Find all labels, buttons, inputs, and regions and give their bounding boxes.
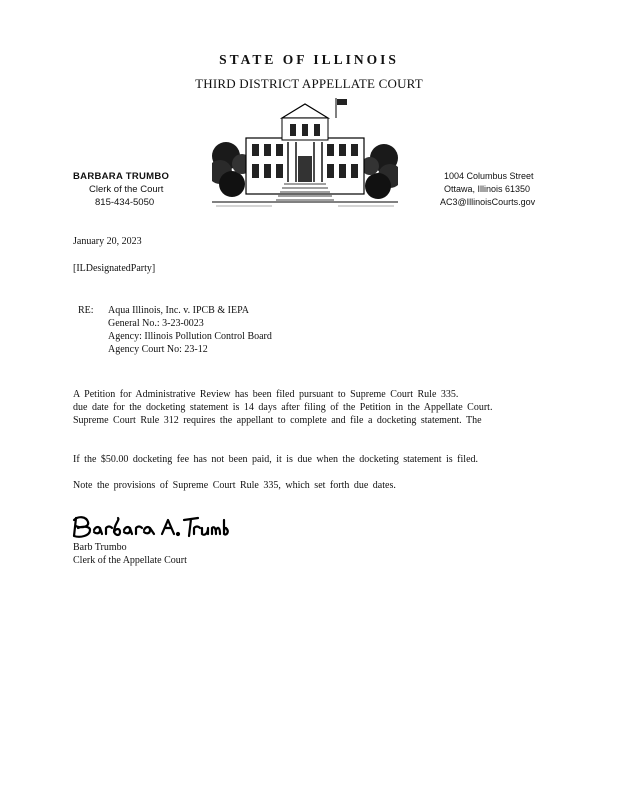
- paragraph-petition: [73, 388, 492, 427]
- paragraph-line: due date for the docketing statement is 14 days after filing of the Petition in the Appellate Court.: [73, 402, 493, 413]
- signer-title: Clerk of the Appellate Court: [73, 555, 187, 566]
- re-agency-number: Agency Court No: 23-12: [108, 344, 208, 355]
- paragraph-fee: If the $50.00 docketing fee has not been paid, it is due when the docketing statement is filed.: [73, 454, 479, 465]
- courthouse-illustration: [212, 98, 398, 215]
- re-label: RE:: [78, 305, 94, 316]
- signer-block: [73, 541, 187, 567]
- clerk-info: [73, 170, 169, 209]
- re-general-number: General No.: 3-23-0023: [108, 318, 204, 329]
- re-agency: Agency: Illinois Pollution Control Board: [108, 331, 272, 342]
- address-city: Ottawa, Illinois 61350: [444, 184, 531, 194]
- address-street: 1004 Columbus Street: [444, 171, 534, 181]
- re-block: [108, 304, 272, 356]
- paragraph-line: A Petition for Administrative Review has been filed pursuant to Supreme Court Rule 335.: [73, 389, 459, 400]
- clerk-phone: 815-434-5050: [95, 197, 155, 208]
- court-address: [440, 170, 535, 209]
- letter-date: January 20, 2023: [73, 236, 142, 247]
- letterhead-state: STATE OF ILLINOIS: [219, 52, 399, 67]
- clerk-title: Clerk of the Court: [89, 184, 164, 195]
- recipient: [ILDesignatedParty]: [73, 263, 156, 274]
- signer-name: Barb Trumbo: [73, 542, 127, 553]
- re-case: Aqua Illinois, Inc. v. IPCB & IEPA: [108, 305, 249, 316]
- letterhead-court: THIRD DISTRICT APPELLATE COURT: [195, 76, 423, 91]
- paragraph-line: Supreme Court Rule 312 requires the appellant to complete and file a docketing statement. The: [73, 415, 482, 426]
- address-email: AC3@IllinoisCourts.gov: [440, 197, 536, 207]
- clerk-name: BARBARA TRUMBO: [73, 171, 170, 182]
- paragraph-note: Note the provisions of Supreme Court Rule 335, which set forth due dates.: [73, 480, 396, 491]
